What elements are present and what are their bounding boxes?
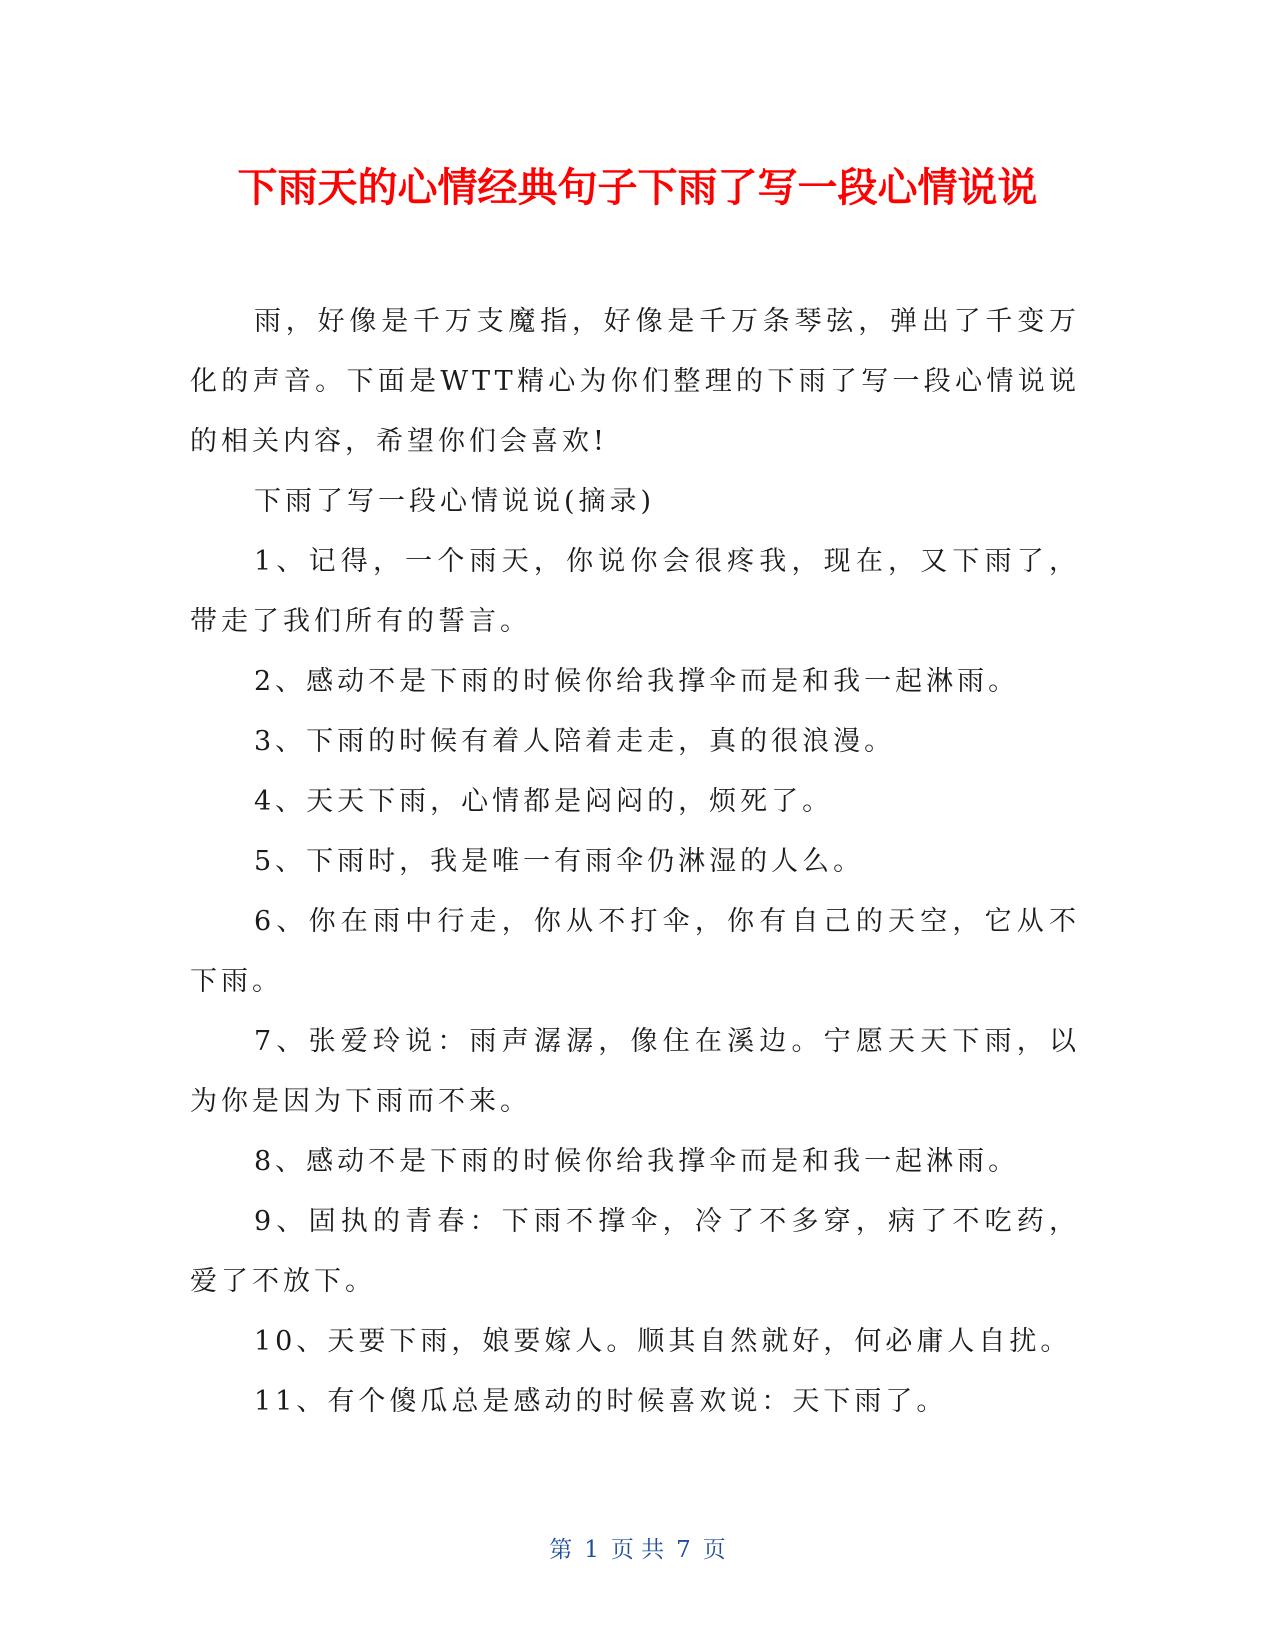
list-item: 9、固执的青春：下雨不撑伞，冷了不多穿，病了不吃药，爱了不放下。 xyxy=(190,1206,1080,1297)
list-item: 4、天天下雨，心情都是闷闷的，烦死了。 xyxy=(254,786,834,817)
footer-suffix: 页 xyxy=(702,1537,726,1563)
list-item: 8、感动不是下雨的时候你给我撑伞而是和我一起淋雨。 xyxy=(254,1146,1020,1177)
list-item: 11、有个傻瓜总是感动的时候喜欢说：天下雨了。 xyxy=(254,1386,948,1417)
list-item: 2、感动不是下雨的时候你给我撑伞而是和我一起淋雨。 xyxy=(254,666,1020,697)
footer-middle: 页 共 xyxy=(610,1537,665,1563)
document-title: 下雨天的心情经典句子下雨了写一段心情说说 xyxy=(237,165,1038,211)
paragraph-intro: 雨，好像是千万支魔指，好像是千万条琴弦，弹出了千变万化的声音。下面是WTT精心为你们整理的下雨了写一段心情说说的相关内容，希望你们会喜欢! xyxy=(190,306,1080,457)
list-item: 1、记得，一个雨天，你说你会很疼我，现在，又下雨了，带走了我们所有的誓言。 xyxy=(190,546,1080,637)
list-item: 10、天要下雨，娘要嫁人。顺其自然就好，何必庸人自扰。 xyxy=(254,1326,1072,1357)
page-footer xyxy=(0,1530,1275,1570)
footer-current-page: 1 xyxy=(584,1537,599,1563)
list-item: 3、下雨的时候有着人陪着走走，真的很浪漫。 xyxy=(254,726,896,757)
list-item: 6、你在雨中行走，你从不打伞，你有自己的天空，它从不下雨。 xyxy=(190,906,1080,997)
footer-total-pages: 7 xyxy=(676,1537,691,1563)
list-item: 5、下雨时，我是唯一有雨伞仍淋湿的人么。 xyxy=(254,846,865,877)
document-body xyxy=(190,292,1080,1432)
list-item: 7、张爱玲说：雨声潺潺，像住在溪边。宁愿天天下雨，以为你是因为下雨而不来。 xyxy=(190,1026,1080,1117)
footer-prefix: 第 xyxy=(549,1537,573,1563)
paragraph-subheading: 下雨了写一段心情说说(摘录) xyxy=(254,486,656,517)
